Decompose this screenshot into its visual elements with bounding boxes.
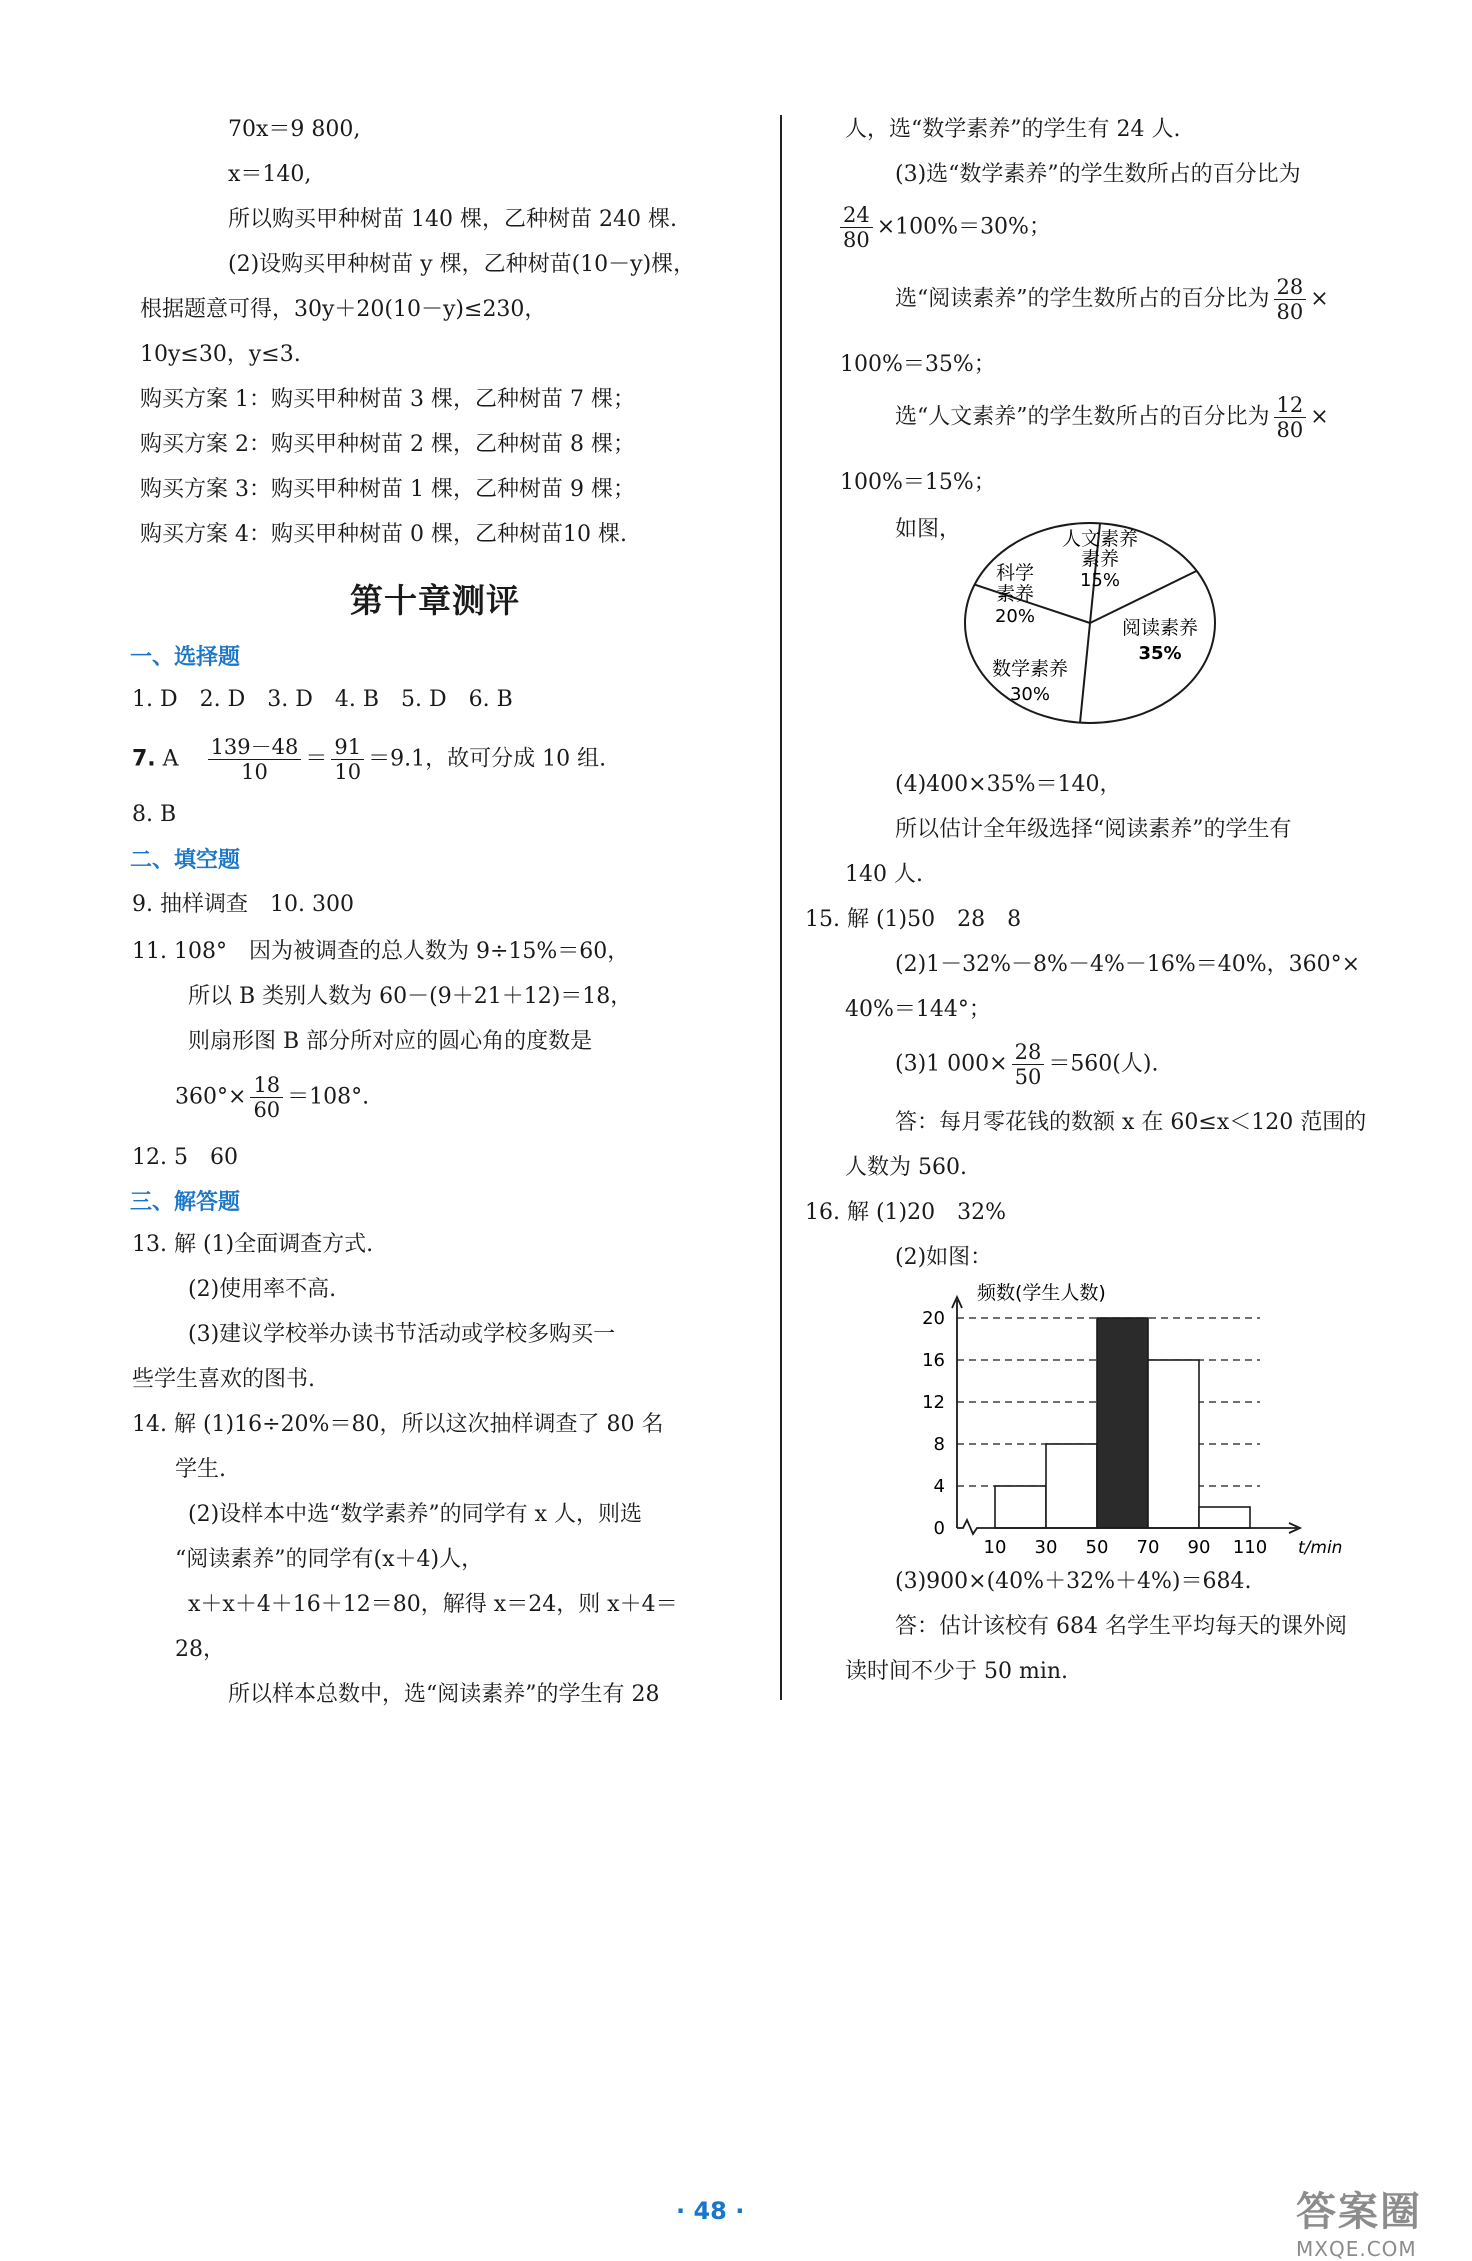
text-line: 购买方案 1：购买甲种树苗 3 棵，乙种树苗 7 棵； bbox=[140, 387, 635, 412]
watermark-title: 答案圈 bbox=[1296, 2189, 1422, 2235]
text-line: (3)建议学校举办读书节活动或学校多购买一 bbox=[188, 1322, 616, 1347]
bar-50-70 bbox=[1097, 1318, 1148, 1528]
fraction-numerator: 12 bbox=[1274, 393, 1307, 418]
watermark-url: MXQE.COM bbox=[1296, 2237, 1417, 2261]
left-column bbox=[120, 0, 760, 1707]
fraction-denominator: 80 bbox=[1276, 300, 1304, 324]
answer-line-q7 bbox=[132, 735, 606, 784]
fraction bbox=[1274, 275, 1307, 324]
text-line: (2)1－32%－8%－4%－16%＝40%，360°× bbox=[895, 952, 1361, 977]
text-line: 所以购买甲种树苗 140 棵，乙种树苗 240 棵. bbox=[228, 207, 677, 232]
text-line: 则扇形图 B 部分所对应的圆心角的度数是 bbox=[188, 1029, 593, 1054]
text-line: 答：每月零花钱的数额 x 在 60≤x＜120 范围的 bbox=[895, 1110, 1367, 1135]
right-column bbox=[800, 0, 1440, 1700]
answer-line: 8. B bbox=[132, 802, 177, 827]
bars bbox=[995, 1318, 1250, 1528]
fraction-denominator: 50 bbox=[1014, 1065, 1042, 1089]
text-fragment: 选“人文素养”的学生数所占的百分比为 bbox=[895, 404, 1270, 430]
y-tick-label: 0 bbox=[933, 1518, 945, 1539]
text-line: 如图， bbox=[895, 517, 962, 542]
pie-label-reading: 阅读素养 bbox=[1121, 617, 1199, 639]
fraction bbox=[1274, 393, 1307, 442]
x-tick-label: 110 bbox=[1232, 1537, 1268, 1558]
fraction-denominator: 10 bbox=[334, 760, 362, 784]
text-fragment: 360°× bbox=[175, 1084, 247, 1110]
fraction-denominator: 60 bbox=[253, 1098, 281, 1122]
text-line: 28， bbox=[175, 1637, 225, 1662]
text-fragment: × bbox=[1310, 404, 1329, 430]
text-line: (4)400×35%＝140， bbox=[895, 772, 1122, 797]
fraction-numerator: 28 bbox=[1274, 275, 1307, 300]
y-axis-label: 频数(学生人数) bbox=[977, 1282, 1106, 1304]
text-fragment: ＝560(人). bbox=[1048, 1051, 1159, 1077]
text-line: 100%＝35%； bbox=[840, 352, 996, 377]
x-tick-label: 50 bbox=[1085, 1537, 1109, 1558]
fraction-denominator: 80 bbox=[1276, 418, 1304, 442]
section-heading-choice: 一、选择题 bbox=[130, 645, 241, 670]
text-fragment: ＝9.1，故可分成 10 组. bbox=[368, 746, 607, 772]
answer-line: 14. 解 (1)16÷20%＝80，所以这次抽样调查了 80 名 bbox=[132, 1412, 664, 1437]
text-line: (3)选“数学素养”的学生数所占的百分比为 bbox=[895, 162, 1301, 187]
formula-line bbox=[895, 1040, 1158, 1089]
answer-line: 16. 解 (1)20 32% bbox=[805, 1200, 1007, 1225]
text-line: 人数为 560. bbox=[845, 1155, 967, 1180]
pie-value-science: 20% bbox=[994, 606, 1036, 627]
pie-label-science: 科学 bbox=[995, 562, 1035, 584]
y-tick-label: 4 bbox=[933, 1476, 945, 1497]
pie-value-math: 30% bbox=[1009, 684, 1051, 705]
text-line: 所以 B 类别人数为 60－(9＋21＋12)＝18， bbox=[188, 984, 633, 1009]
answer-line: 9. 抽样调查 10. 300 bbox=[132, 892, 354, 917]
bar-30-50 bbox=[1046, 1444, 1097, 1528]
x-tick-label: 10 bbox=[983, 1537, 1007, 1558]
section-heading-fill: 二、填空题 bbox=[130, 848, 241, 873]
fraction-denominator: 10 bbox=[241, 760, 268, 784]
text-line: 购买方案 3：购买甲种树苗 1 棵，乙种树苗 9 棵； bbox=[140, 477, 635, 502]
histogram-chart bbox=[922, 1275, 1365, 1560]
text-line: (3)900×(40%＋32%＋4%)＝684. bbox=[895, 1569, 1252, 1594]
pie-label-humanities: 人文素养 bbox=[1061, 528, 1139, 550]
fraction-numerator: 28 bbox=[1012, 1040, 1045, 1065]
text-fragment: ×100%＝30%； bbox=[876, 214, 1051, 240]
formula-line bbox=[895, 275, 1329, 324]
pie-chart bbox=[955, 515, 1225, 730]
y-ticks bbox=[922, 1308, 945, 1539]
text-line: (2)使用率不高. bbox=[188, 1277, 337, 1302]
fraction-numerator: 24 bbox=[840, 203, 873, 228]
pie-value-reading: 35% bbox=[1138, 643, 1182, 664]
formula-line bbox=[175, 1073, 369, 1122]
fraction-numerator: 91 bbox=[331, 735, 364, 760]
text-line: 根据题意可得，30y＋20(10－y)≤230， bbox=[140, 297, 547, 322]
text-line: 所以样本总数中，选“阅读素养”的学生有 28 bbox=[228, 1682, 660, 1707]
watermark bbox=[1296, 2180, 1422, 2261]
fraction bbox=[208, 735, 302, 784]
text-line: x＝140, bbox=[228, 162, 312, 187]
answer-choice: A bbox=[162, 746, 179, 772]
y-tick-label: 8 bbox=[933, 1434, 945, 1455]
text-line: 些学生喜欢的图书. bbox=[132, 1367, 315, 1392]
text-line: (2)设样本中选“数学素养”的同学有 x 人，则选 bbox=[188, 1502, 643, 1527]
text-line: 读时间不少于 50 min. bbox=[845, 1659, 1069, 1684]
formula-line bbox=[895, 393, 1329, 442]
answer-line: 13. 解 (1)全面调查方式. bbox=[132, 1232, 374, 1257]
column-divider bbox=[780, 115, 782, 1700]
text-line: 购买方案 2：购买甲种树苗 2 棵，乙种树苗 8 棵； bbox=[140, 432, 635, 457]
fraction bbox=[840, 203, 873, 252]
x-ticks bbox=[984, 1537, 1268, 1558]
fraction bbox=[331, 735, 364, 784]
text-line: “阅读素养”的同学有(x＋4)人， bbox=[175, 1547, 484, 1572]
question-number: 7. bbox=[132, 746, 156, 772]
answer-line: 12. 5 60 bbox=[132, 1145, 238, 1170]
section-heading-solve: 三、解答题 bbox=[130, 1190, 241, 1215]
text-line: 10y≤30，y≤3. bbox=[140, 342, 301, 367]
text-line: (2)设购买甲种树苗 y 棵，乙种树苗(10－y)棵， bbox=[228, 252, 696, 277]
equals-sign: ＝ bbox=[305, 746, 328, 772]
pie-label-humanities-2: 素养 bbox=[1080, 548, 1120, 570]
y-tick-label: 12 bbox=[922, 1392, 945, 1413]
bar-10-30 bbox=[995, 1486, 1046, 1528]
fraction-numerator: 18 bbox=[250, 1073, 283, 1098]
text-line: 70x＝9 800, bbox=[228, 117, 361, 142]
text-line: 答：估计该校有 684 名学生平均每天的课外阅 bbox=[895, 1614, 1347, 1639]
text-line: 140 人. bbox=[845, 862, 923, 887]
text-line: x＋x＋4＋16＋12＝80，解得 x＝24，则 x＋4＝ bbox=[188, 1592, 678, 1617]
pie-label-math: 数学素养 bbox=[991, 658, 1069, 680]
text-fragment: ＝108°. bbox=[287, 1084, 370, 1110]
text-fragment: (3)1 000× bbox=[895, 1051, 1008, 1077]
text-line: 人，选“数学素养”的学生有 24 人. bbox=[845, 117, 1181, 142]
text-line: (2)如图： bbox=[895, 1245, 993, 1270]
answer-line: 15. 解 (1)50 28 8 bbox=[805, 907, 1022, 932]
x-tick-label: 30 bbox=[1034, 1537, 1058, 1558]
text-line: 所以估计全年级选择“阅读素养”的学生有 bbox=[895, 817, 1292, 842]
chapter-title: 第十章测评 bbox=[350, 581, 520, 620]
x-tick-label: 70 bbox=[1136, 1537, 1160, 1558]
text-fragment: × bbox=[1310, 286, 1329, 312]
fraction bbox=[250, 1073, 283, 1122]
y-tick-label: 16 bbox=[922, 1350, 945, 1371]
pie-label-science-2: 素养 bbox=[995, 583, 1035, 605]
bar-90-110 bbox=[1199, 1507, 1250, 1528]
answer-line: 11. 108° 因为被调查的总人数为 9÷15%＝60， bbox=[132, 939, 630, 964]
fraction-numerator: 139－48 bbox=[208, 735, 302, 760]
x-tick-label: 90 bbox=[1187, 1537, 1211, 1558]
pie-value-humanities: 15% bbox=[1079, 570, 1121, 591]
fraction-denominator: 80 bbox=[843, 228, 870, 252]
bar-70-90 bbox=[1148, 1360, 1199, 1528]
fraction bbox=[1012, 1040, 1045, 1089]
text-fragment: 选“阅读素养”的学生数所占的百分比为 bbox=[895, 286, 1270, 312]
text-line: 40%＝144°； bbox=[845, 997, 991, 1022]
y-tick-label: 20 bbox=[922, 1308, 945, 1329]
text-line: 100%＝15%； bbox=[840, 470, 996, 495]
answer-line: 1. D 2. D 3. D 4. B 5. D 6. B bbox=[132, 687, 513, 712]
text-line: 购买方案 4：购买甲种树苗 0 棵，乙种树苗10 棵. bbox=[140, 522, 627, 547]
text-line: 学生. bbox=[175, 1457, 226, 1482]
formula-line bbox=[840, 203, 1051, 252]
x-axis-label: t/min bbox=[1298, 1538, 1343, 1558]
page-number: · 48 · bbox=[676, 2197, 745, 2225]
